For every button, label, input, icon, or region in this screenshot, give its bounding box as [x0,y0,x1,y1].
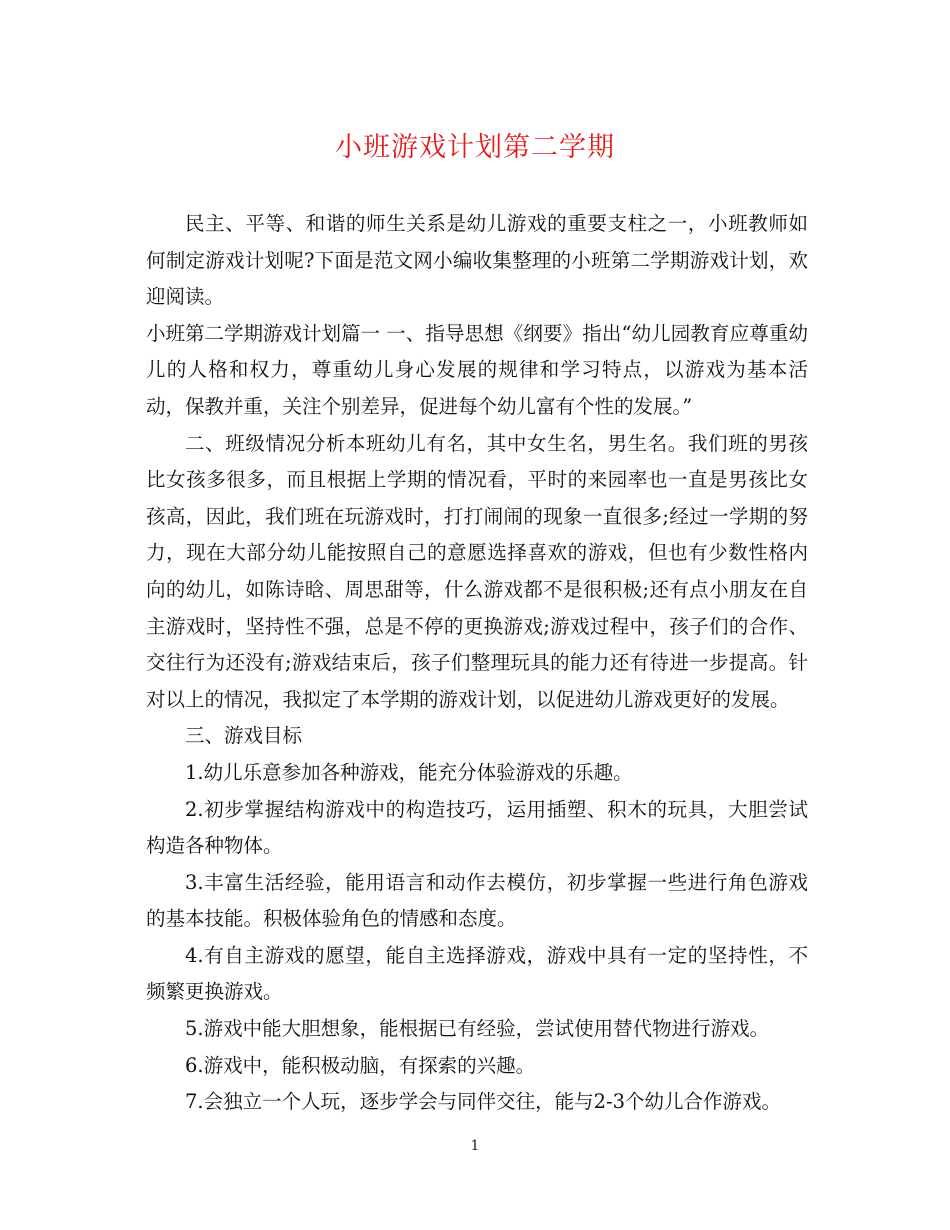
goal-item: 4.有自主游戏的愿望，能自主选择游戏，游戏中具有一定的坚持性，不频繁更换游戏。 [146,943,808,1004]
goal-item: 6.游戏中，能积极动脑，有探索的兴趣。 [185,1053,536,1077]
goal-item: 7.会独立一个人玩，逐步学会与同伴交往，能与2-3个幼儿合作游戏。 [185,1090,782,1114]
goal-item: 1.幼儿乐意参加各种游戏，能充分体验游戏的乐趣。 [185,760,633,784]
document-title: 小班游戏计划第二学期 [335,132,615,163]
section-paragraph [146,316,808,426]
goal-item: 3.丰富生活经验，能用语言和动作去模仿，初步掌握一些进行角色游戏的基本技能。积极体验角色的情感和态度。 [146,870,808,931]
goal-item: 5.游戏中能大胆想象，能根据已有经验，尝试使用替代物进行游戏。 [185,1017,770,1041]
goals-heading: 三、游戏目标 [185,724,303,748]
intro-paragraph: 民主、平等、和谐的师生关系是幼儿游戏的重要支柱之一，小班教师如何制定游戏计划呢?下面是范文网小编收集整理的小班第二学期游戏计划，欢迎阅读。 [146,212,808,309]
page-number: 1 [470,1138,480,1154]
document-body [146,206,808,1121]
guiding-thought-text: 一、指导思想《纲要》指出“幼儿园教育应尊重幼儿的人格和权力，尊重幼儿身心发展的规律和学习特点，以游戏为基本活动，保教并重，关注个别差异，促进每个幼儿富有个性的发展。” [146,321,808,418]
section-heading: 小班第二学期游戏计划篇一 [146,321,381,345]
class-analysis-paragraph: 二、班级情况分析本班幼儿有名，其中女生名，男生名。我们班的男孩比女孩多很多，而且根据上学期的情况看，平时的来园率也一直是男孩比女孩高，因此，我们班在玩游戏时，打打闹闹的现象一直很多;经过一学期的努力，现在大部分幼儿能按照自己的意愿选择喜欢的游戏，但也有少数性格内向的幼儿，如陈诗晗、周思甜等，什么游戏都不是很积极;还有点小朋友在自主游戏时，坚持性不强，总是不停的更换游戏;游戏过程中，孩子们的合作、交往行为还没有;游戏结束后，孩子们整理玩具的能力还有待进一步提高。针对以上的情况，我拟定了本学期的游戏计划，以促进幼儿游戏更好的发展。 [146,431,808,711]
goal-item: 2.初步掌握结构游戏中的构造技巧，运用插塑、积木的玩具，大胆尝试构造各种物体。 [146,797,808,858]
